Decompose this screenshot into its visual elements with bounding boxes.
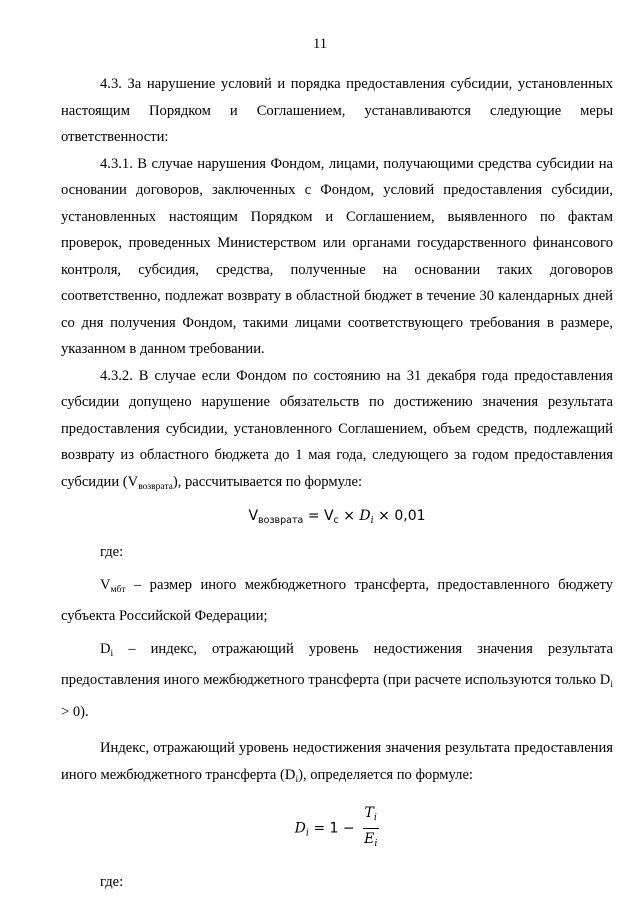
- v-return-subscript: возврата: [138, 481, 173, 492]
- paragraph-4-3-2: [61, 363, 613, 501]
- where-label-1: где:: [100, 544, 124, 560]
- formula1-vc: = V: [303, 508, 334, 524]
- di-text: – индекс, отражающий уровень недостижения значения результата предоставления иного межбюджетного трансферта (при расчете используются только D: [61, 640, 613, 688]
- formula1-di: D: [359, 508, 371, 524]
- paragraph-4-3: 4.3. За нарушение условий и порядка предоставления субсидии, установленных настоящим Порядком и Соглашением, устанавливаются следующие меры ответственности:: [61, 76, 613, 145]
- formula1-lhs: V: [248, 508, 259, 524]
- formula2-lhs: D: [294, 820, 306, 837]
- index-paragraph: [61, 735, 613, 793]
- formula-di: [61, 803, 613, 851]
- document-body: [61, 71, 613, 896]
- formula2-denominator: [362, 829, 379, 854]
- formula-v-return: [61, 502, 613, 535]
- formula2-den-symbol: E: [364, 831, 375, 847]
- formula2-lhs-sub: i: [305, 827, 309, 839]
- formula2-numerator: [363, 803, 379, 829]
- index-text: Индекс, отражающий уровень недостижения значения результата предоставления иного межбюджетного трансферта (D: [61, 740, 613, 783]
- definition-vmbt: [61, 572, 613, 630]
- formula2-num-sub: i: [373, 812, 377, 823]
- page-number: 11: [312, 36, 328, 52]
- where-label-2: где:: [100, 874, 124, 890]
- formula1-factor: × 0,01: [373, 508, 426, 524]
- formula1-times: ×: [338, 508, 360, 524]
- vmbt-subscript: мбт: [110, 584, 126, 595]
- di-end: > 0).: [61, 703, 89, 720]
- index-subscript: i: [295, 774, 299, 785]
- di-subscript-2: i: [610, 680, 613, 690]
- formula2-eq: = 1 −: [308, 820, 360, 837]
- di-symbol: D: [100, 640, 111, 657]
- vmbt-text: – размер иного межбюджетного трансферта, предоставленного бюджету субъекта Российской Федерации;: [61, 576, 613, 624]
- formula2-num-symbol: T: [364, 805, 374, 821]
- formula1-lhs-sub: возврата: [258, 515, 304, 526]
- di-subscript: i: [110, 648, 114, 659]
- formula1-vc-sub: c: [333, 515, 339, 526]
- paragraph-4-3-1: 4.3.1. В случае нарушения Фондом, лицами, получающими средства субсидии на основании договоров, заключенных с Фондом, условий предоставления субсидии, установленных настоящим Порядком и Соглашением, выявленного по фактам проверок, проведенных Министерством или органами государственного финансового контроля, субсидия, средства, полученные на основании таких договоров соответственно, подлежат возврату в областной бюджет в течение 30 календарных дней со дня получения Фондом, такими лицами соответствующего требования в размере, указанном в данном требовании.: [61, 155, 613, 357]
- index-end: ), определяется по формуле:: [298, 766, 473, 783]
- formula1-di-sub: i: [370, 515, 374, 526]
- definition-di: [61, 636, 613, 726]
- paragraph-4-3-2-end: ), рассчитывается по формуле:: [172, 473, 363, 490]
- formula2-fraction: [362, 803, 379, 854]
- paragraph-4-3-2-text: 4.3.2. В случае если Фондом по состоянию на 31 декабря года предоставления субсидии допущено нарушение обязательств по достижению значения результата предоставления субсидии, установленного Соглашением, объем средств, подлежащий возврату из областного бюджета до 1 мая года, следующего за годом предоставления субсидии (V: [61, 367, 613, 490]
- formula2-den-sub: i: [374, 838, 378, 849]
- vmbt-symbol: V: [100, 576, 111, 593]
